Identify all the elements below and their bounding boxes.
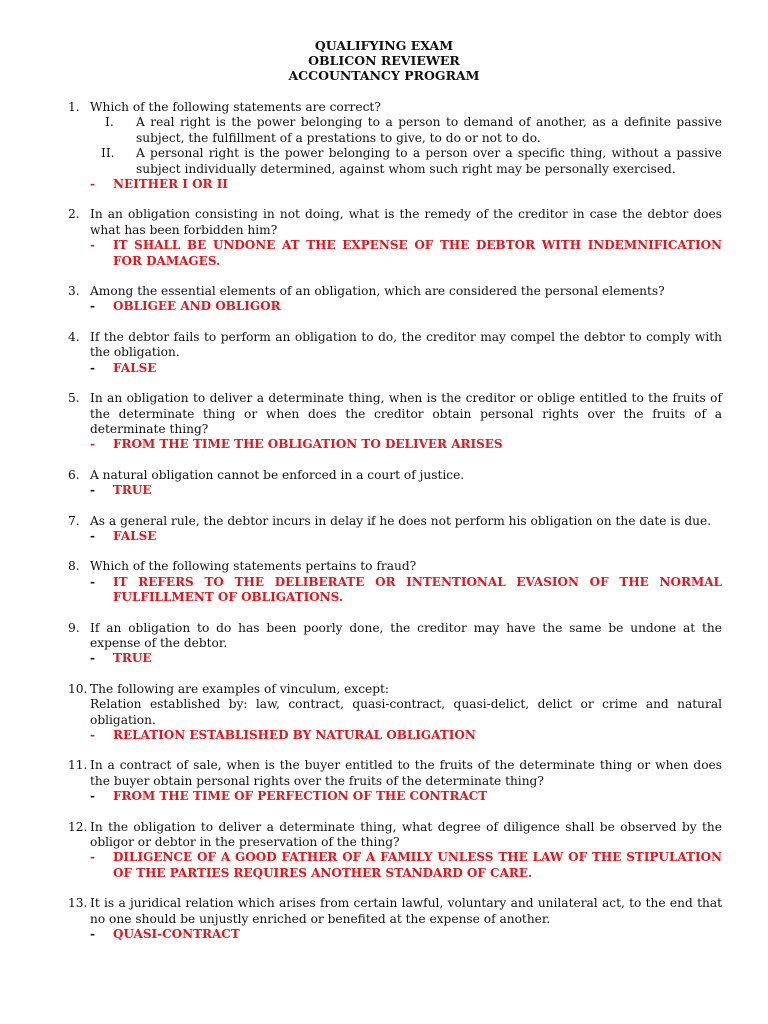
statement-2 (90, 146, 722, 177)
answer-text: QUASI-CONTRACT (113, 927, 240, 942)
question-1 (68, 100, 722, 192)
answer (90, 238, 722, 269)
question-text: The following are examples of vinculum, except: (90, 681, 390, 696)
answer-text: FALSE (113, 528, 157, 543)
answer-bullet: - (90, 299, 95, 314)
header-title: QUALIFYING EXAM (314, 38, 454, 53)
answer (90, 789, 722, 804)
answer (90, 177, 722, 192)
question-2 (68, 207, 722, 269)
answer-text: TRUE (113, 651, 152, 666)
answer-bullet: - (90, 437, 95, 452)
question-number: 13. (68, 896, 88, 911)
question-number: 1. (68, 100, 80, 114)
answer-bullet: - (90, 360, 95, 375)
question-number: 5. (68, 391, 80, 406)
header-subtitle: OBLICON REVIEWER (308, 53, 460, 68)
answer-bullet: - (90, 728, 95, 742)
answer (90, 529, 722, 544)
statement-text: A personal right is the power belonging to a person over a specific thing, without a passive subject individually determined, against whom such right may be personally exercised. (136, 146, 722, 176)
answer-text: FROM THE TIME THE OBLIGATION TO DELIVER ARISES (113, 437, 503, 452)
question-9 (68, 621, 722, 667)
question-number: 4. (68, 329, 80, 344)
question-3 (68, 284, 722, 315)
question-number: 10. (68, 681, 88, 696)
answer (90, 361, 722, 376)
answer-text: FALSE (113, 360, 157, 375)
question-text: Which of the following statements pertains to fraud? (90, 559, 417, 574)
answer-text: IT REFERS TO THE DELIBERATE OR INTENTIONAL EVASION OF THE NORMAL FULFILLMENT OF OBLIGATIONS. (113, 574, 722, 605)
question-4 (68, 330, 722, 376)
question-number: 11. (68, 758, 88, 773)
answer-bullet: - (90, 850, 95, 865)
question-text: In an obligation consisting in not doing, what is the remedy of the creditor in case the debtor does what has been forbidden him? (90, 207, 722, 237)
document-header (0, 38, 768, 83)
question-number: 6. (68, 467, 80, 482)
answer-bullet: - (90, 651, 95, 666)
answer (90, 927, 722, 942)
question-text: If the debtor fails to perform an obligation to do, the creditor may compel the debtor to comply with the obligation. (90, 329, 722, 360)
statement-number: II. (101, 146, 115, 161)
answer-bullet: - (90, 927, 95, 942)
answer-bullet: - (90, 528, 95, 543)
question-text: A natural obligation cannot be enforced in a court of justice. (90, 467, 465, 482)
answer-bullet: - (90, 483, 95, 498)
answer (90, 437, 722, 452)
question-5 (68, 391, 722, 453)
question-number: 8. (68, 559, 80, 574)
statement-list (90, 115, 722, 177)
answer-text: FROM THE TIME OF PERFECTION OF THE CONTRACT (113, 789, 488, 804)
answer-bullet: - (90, 177, 95, 192)
question-13 (68, 896, 722, 942)
question-10 (68, 682, 722, 744)
question-text: Among the essential elements of an obligation, which are considered the personal elements? (90, 284, 665, 299)
answer-bullet: - (90, 574, 95, 589)
answer-text: RELATION ESTABLISHED BY NATURAL OBLIGATION (113, 728, 476, 742)
answer (90, 651, 722, 666)
question-number: 2. (68, 207, 80, 222)
question-number: 7. (68, 513, 80, 528)
answer (90, 299, 722, 314)
answer-text: NEITHER I OR II (113, 177, 228, 192)
answer-text: TRUE (113, 483, 152, 498)
answer (90, 728, 722, 743)
question-number: 12. (68, 819, 88, 834)
question-text: In a contract of sale, when is the buyer entitled to the fruits of the determinate thing or when does the buyer obtain personal rights over the fruits of the determinate thing? (90, 758, 722, 788)
answer-text: DILIGENCE OF A GOOD FATHER OF A FAMILY UNLESS THE LAW OF THE STIPULATION OF THE PARTIES REQUIRES ANOTHER STANDARD OF CARE. (113, 850, 722, 880)
question-list (68, 100, 722, 957)
statement-1 (90, 115, 722, 146)
answer (90, 483, 722, 498)
answer-text: OBLIGEE AND OBLIGOR (113, 299, 281, 314)
statement-text: A real right is the power belonging to a person to demand of another, as a definite passive subject, the fulfillment of a prestations to give, to do or not to do. (136, 115, 722, 145)
answer (90, 575, 722, 606)
answer-bullet: - (90, 789, 95, 804)
question-12 (68, 820, 722, 882)
question-text: As a general rule, the debtor incurs in delay if he does not perform his obligation on the date is due. (90, 513, 712, 528)
question-11 (68, 758, 722, 804)
question-number: 3. (68, 284, 80, 299)
header-program: ACCOUNTANCY PROGRAM (288, 68, 480, 83)
question-text: Which of the following statements are correct? (90, 100, 381, 114)
question-8 (68, 559, 722, 605)
question-number: 9. (68, 620, 80, 635)
statement-number: I. (105, 115, 114, 130)
answer (90, 850, 722, 881)
answer-bullet: - (90, 238, 95, 253)
question-7 (68, 514, 722, 545)
answer-text: IT SHALL BE UNDONE AT THE EXPENSE OF THE DEBTOR WITH INDEMNIFICATION FOR DAMAGES. (113, 238, 722, 268)
question-text: In an obligation to deliver a determinate thing, when is the creditor or oblige entitled to the fruits of the determinate thing or when does the creditor obtain personal rights over the fruits of a determinate thing? (90, 391, 722, 436)
question-text: If an obligation to do has been poorly done, the creditor may have the same be undone at the expense of the debtor. (90, 620, 722, 650)
question-detail: Relation established by: law, contract, quasi-contract, quasi-delict, delict or crime and natural obligation. (90, 697, 722, 727)
question-text: It is a juridical relation which arises from certain lawful, voluntary and unilateral act, to the end that no one should be unjustly enriched or benefited at the expense of another. (90, 896, 722, 926)
question-text: In the obligation to deliver a determinate thing, what degree of diligence shall be observed by the obligor or debtor in the preservation of the thing? (90, 819, 722, 850)
question-6 (68, 468, 722, 499)
